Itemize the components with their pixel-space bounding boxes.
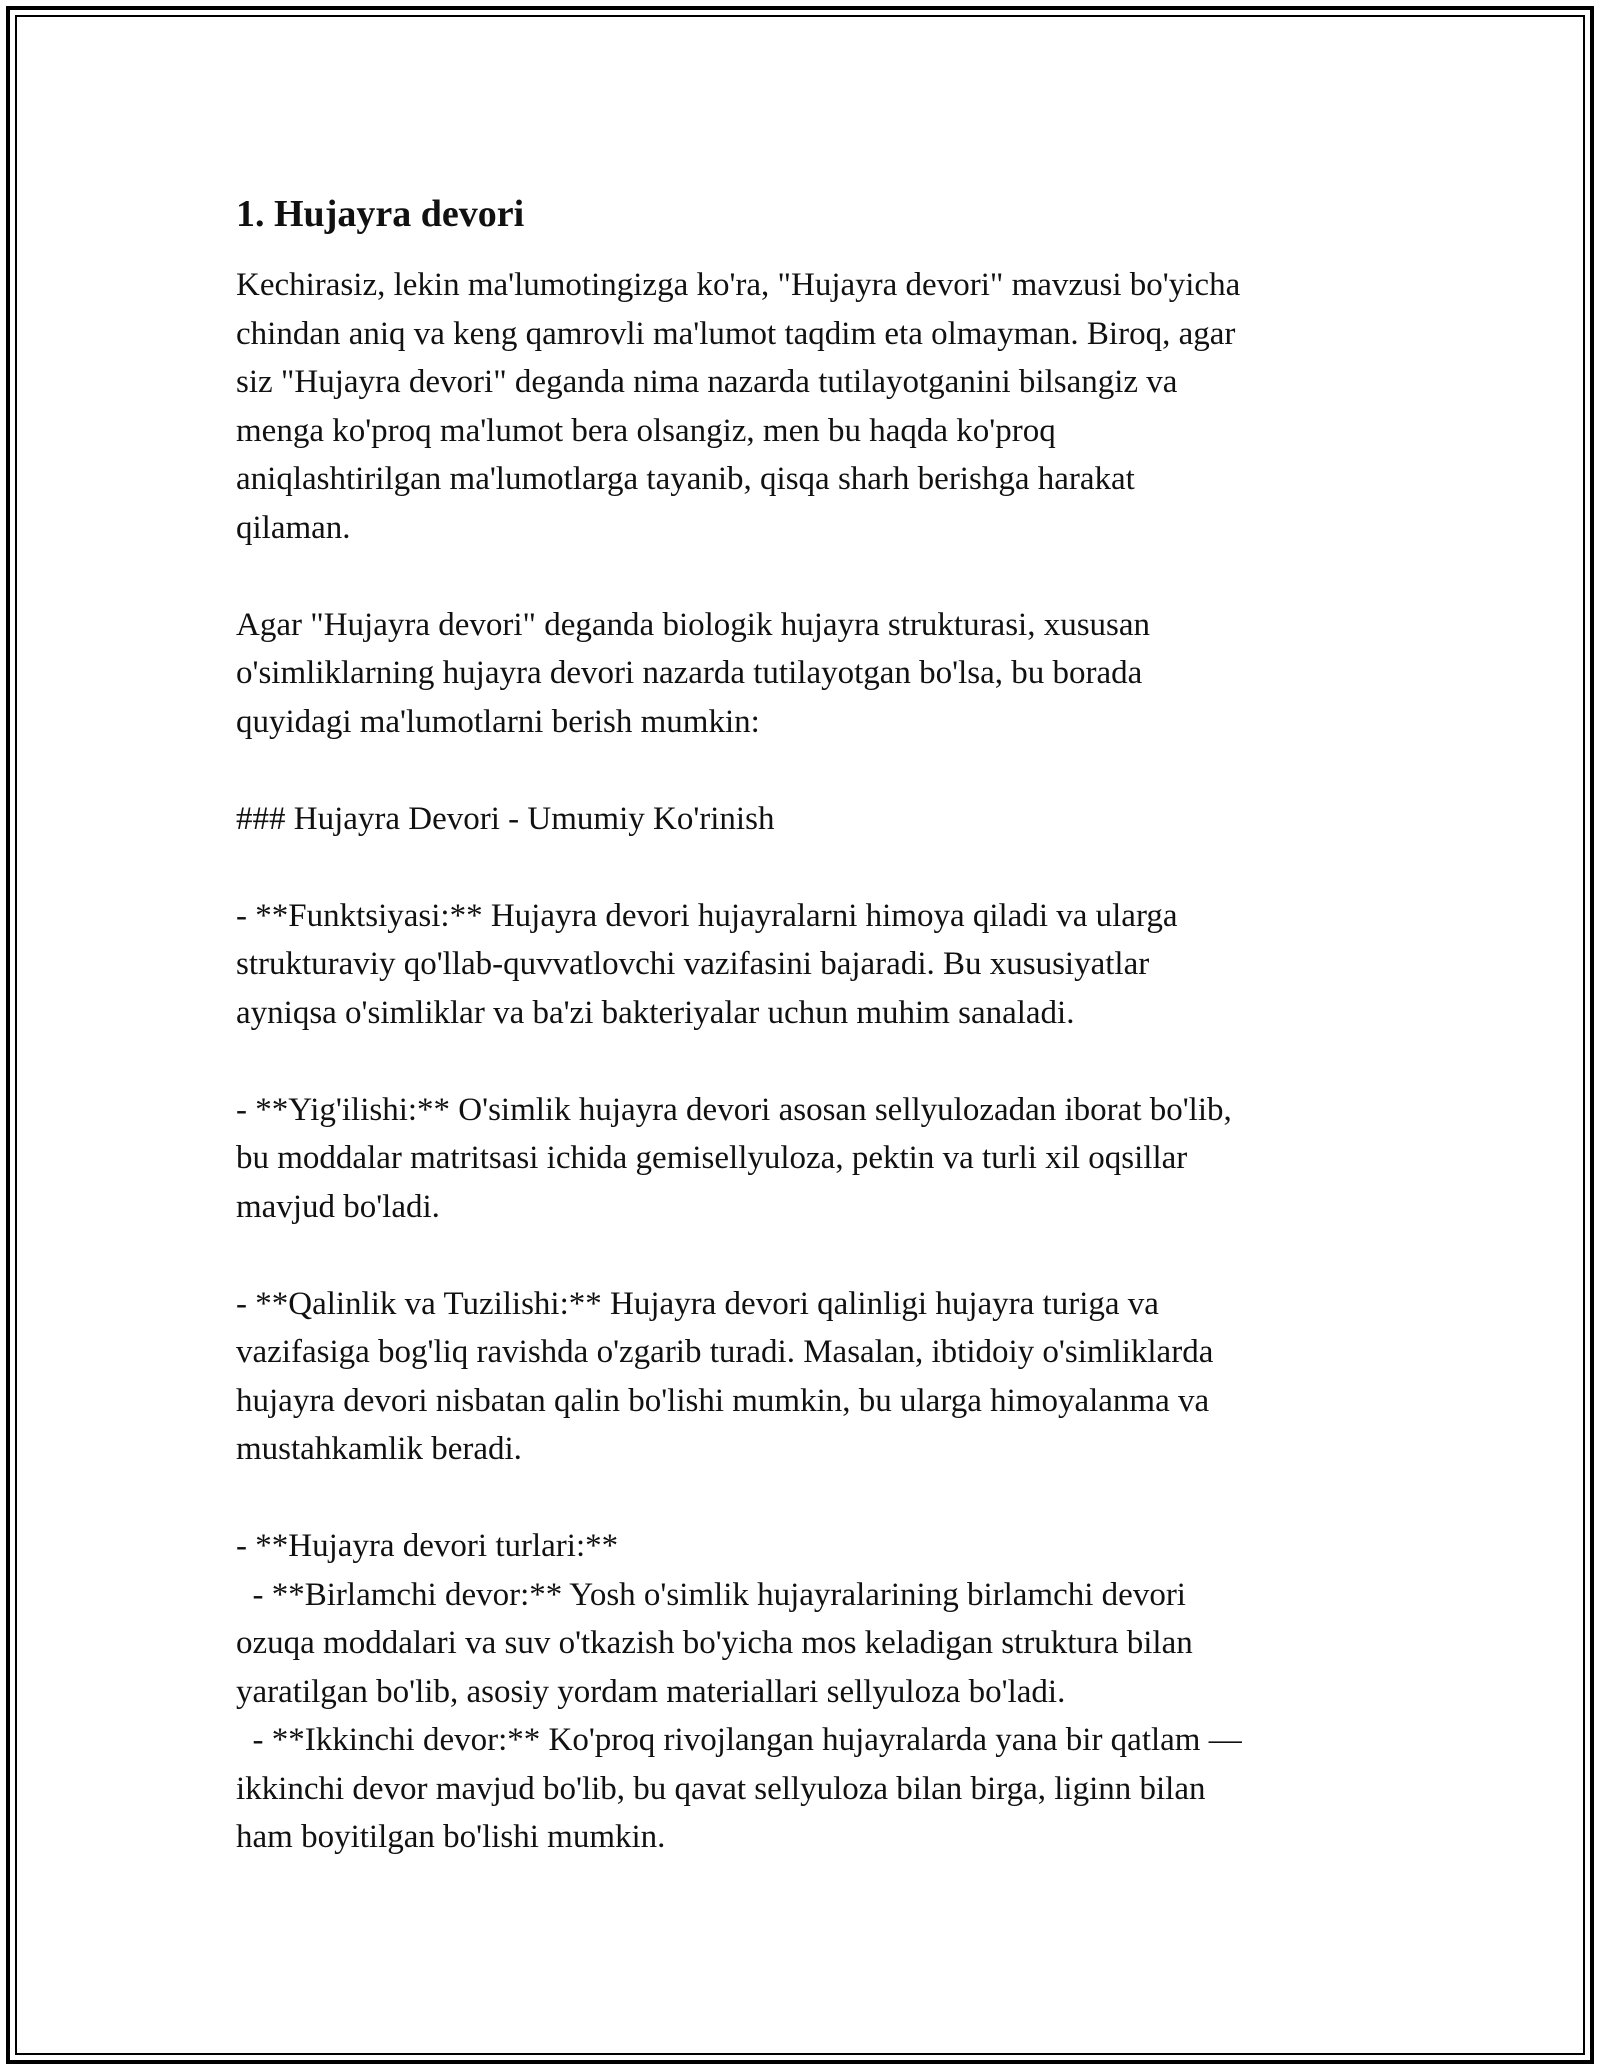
- text-line: qilaman.: [236, 509, 351, 546]
- text-line: ### Hujayra Devori - Umumiy Ko'rinish: [236, 800, 775, 837]
- paragraph: [236, 892, 1366, 1038]
- paragraph: [236, 261, 1366, 552]
- text-line: Kechirasiz, lekin ma'lumotingizga ko'ra, "Hujayra devori" mavzusi bo'yicha: [236, 267, 1241, 303]
- text-line: - **Ikkinchi devor:** Ko'proq rivojlangan hujayralarda yana bir qatlam —: [236, 1722, 1242, 1758]
- text-line: menga ko'proq ma'lumot bera olsangiz, men bu haqda ko'proq: [236, 412, 1056, 449]
- text-line: strukturaviy qo'llab-quvvatlovchi vazifasini bajaradi. Bu xususiyatlar: [236, 946, 1150, 982]
- text-line: chindan aniq va keng qamrovli ma'lumot taqdim eta olmayman. Biroq, agar: [236, 315, 1236, 352]
- paragraph: [236, 795, 1366, 844]
- text-line: bu moddalar matritsasi ichida gemisellyuloza, pektin va turli xil oqsillar: [236, 1140, 1188, 1176]
- text-line: - **Qalinlik va Tuzilishi:** Hujayra devori qalinligi hujayra turiga va: [236, 1285, 1159, 1322]
- text-line: - **Funktsiyasi:** Hujayra devori hujayralarni himoya qiladi va ularga: [236, 897, 1178, 934]
- text-line: aniqlashtirilgan ma'lumotlarga tayanib, qisqa sharh berishga harakat: [236, 461, 1135, 497]
- paragraph: [236, 1280, 1366, 1474]
- text-line: ham boyitilgan bo'lishi mumkin.: [236, 1819, 666, 1855]
- document-blocks: [236, 261, 1366, 1862]
- text-line: - **Yig'ilishi:** O'simlik hujayra devori asosan sellyulozadan iborat bo'lib,: [236, 1091, 1232, 1128]
- text-line: mustahkamlik beradi.: [236, 1431, 522, 1467]
- text-line: ayniqsa o'simliklar va ba'zi bakteriyalar uchun muhim sanaladi.: [236, 994, 1075, 1031]
- text-line: - **Birlamchi devor:** Yosh o'simlik hujayralarining birlamchi devori: [236, 1576, 1186, 1613]
- paragraph-gap: [236, 843, 1366, 892]
- paragraph-gap: [236, 1231, 1366, 1280]
- paragraph: [236, 1522, 1366, 1862]
- text-line: Agar "Hujayra devori" deganda biologik hujayra strukturasi, xususan: [236, 606, 1151, 643]
- document-title: 1. Hujayra devori: [236, 193, 525, 235]
- document-body: [236, 185, 1366, 1862]
- text-line: yaratilgan bo'lib, asosiy yordam materiallari sellyuloza bo'ladi.: [236, 1673, 1066, 1710]
- paragraph-gap: [236, 746, 1366, 795]
- text-line: ozuqa moddalari va suv o'tkazish bo'yicha mos keladigan struktura bilan: [236, 1625, 1193, 1661]
- paragraph: [236, 1086, 1366, 1232]
- paragraph: [236, 601, 1366, 747]
- text-line: hujayra devori nisbatan qalin bo'lishi mumkin, bu ularga himoyalanma va: [236, 1382, 1210, 1419]
- text-line: vazifasiga bog'liq ravishda o'zgarib turadi. Masalan, ibtidoiy o'simliklarda: [236, 1334, 1214, 1370]
- text-line: mavjud bo'ladi.: [236, 1188, 440, 1225]
- text-line: ikkinchi devor mavjud bo'lib, bu qavat sellyuloza bilan birga, liginn bilan: [236, 1770, 1206, 1807]
- text-line: - **Hujayra devori turlari:**: [236, 1528, 619, 1564]
- paragraph-gap: [236, 552, 1366, 601]
- text-line: siz "Hujayra devori" deganda nima nazarda tutilayotganini bilsangiz va: [236, 364, 1178, 400]
- text-line: o'simliklarning hujayra devori nazarda tutilayotgan bo'lsa, bu borada: [236, 655, 1143, 691]
- paragraph-gap: [236, 1037, 1366, 1086]
- text-line: quyidagi ma'lumotlarni berish mumkin:: [236, 703, 760, 740]
- paragraph-gap: [236, 1474, 1366, 1523]
